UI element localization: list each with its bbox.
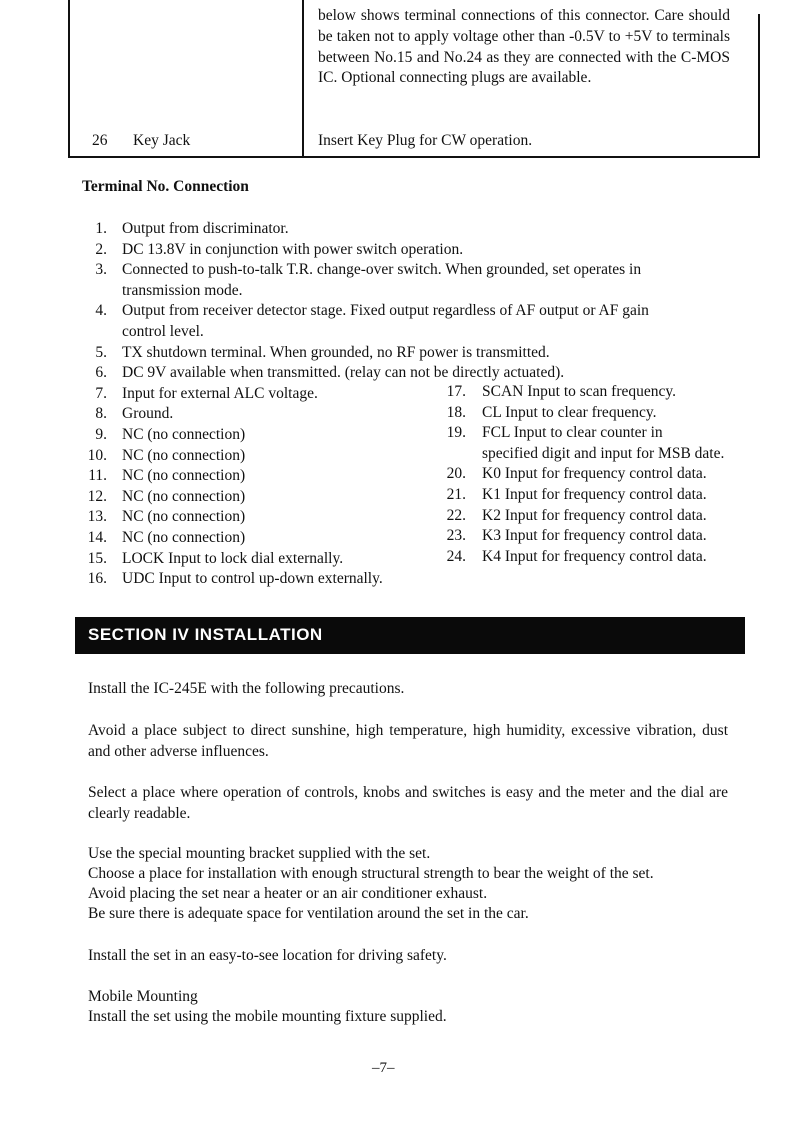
terminal-description: DC 9V available when transmitted. (relay can not be directly actuated). xyxy=(122,364,565,382)
terminal-number: 16. xyxy=(87,570,107,588)
terminal-description: TX shutdown terminal. When grounded, no RF power is transmitted. xyxy=(122,343,550,361)
terminal-number: 9. xyxy=(95,426,107,443)
paragraph-driving-safety: Install the set in an easy-to-see location for driving safety. xyxy=(88,947,447,964)
terminal-number: 14. xyxy=(87,529,107,546)
terminal-number: 19. xyxy=(446,424,466,442)
terminal-description: Connected to push-to-talk T.R. change-over switch. When grounded, set operates in xyxy=(122,261,642,279)
table-left-border xyxy=(68,0,70,158)
terminal-number: 24. xyxy=(446,547,466,565)
terminal-number: 11. xyxy=(88,467,107,485)
terminal-number: 15. xyxy=(87,549,107,567)
terminal-description: NC (no connection) xyxy=(122,446,246,464)
terminal-number: 3. xyxy=(95,261,107,279)
terminal-description: FCL Input to clear counter in xyxy=(482,424,663,442)
terminal-number: 8. xyxy=(95,405,107,423)
table-bottom-border xyxy=(68,156,760,158)
paragraph-bracket: Use the special mounting bracket supplied with the set. xyxy=(88,845,431,862)
table-column-divider xyxy=(302,0,304,158)
terminal-description: Output from discriminator. xyxy=(122,220,289,237)
row-description: Insert Key Plug for CW operation. xyxy=(318,132,533,149)
terminal-number: 5. xyxy=(95,343,107,361)
terminal-description: SCAN Input to scan frequency. xyxy=(482,383,676,400)
terminal-number: 10. xyxy=(87,446,107,464)
terminal-number: 22. xyxy=(446,506,466,524)
terminal-number: 18. xyxy=(446,403,466,421)
subheading-mobile-mounting: Mobile Mounting xyxy=(88,988,198,1005)
paragraph-ventilation: Be sure there is adequate space for ventilation around the set in the car. xyxy=(88,905,529,922)
page-number: –7– xyxy=(372,1060,395,1076)
paragraph-select: Select a place where operation of controls, knobs and switches is easy and the meter and the dial are clearly readable. xyxy=(88,784,728,822)
terminal-number: 4. xyxy=(95,302,107,320)
terminal-description: K3 Input for frequency control data. xyxy=(482,527,707,545)
terminal-description: NC (no connection) xyxy=(122,467,246,485)
terminal-description: K1 Input for frequency control data. xyxy=(482,486,707,503)
terminal-description-continued: control level. xyxy=(122,323,204,340)
terminal-description: Output from receiver detector stage. Fixed output regardless of AF output or AF gain xyxy=(122,302,649,320)
terminal-heading: Terminal No. Connection xyxy=(82,178,249,195)
row-name: Key Jack xyxy=(133,132,191,149)
terminal-description: K2 Input for frequency control data. xyxy=(482,506,707,524)
terminal-description: DC 13.8V in conjunction with power switch operation. xyxy=(122,240,464,258)
terminal-description: NC (no connection) xyxy=(122,508,246,526)
paragraph-choose: Choose a place for installation with enough structural strength to bear the weight of the set. xyxy=(88,865,654,882)
table-right-border xyxy=(758,14,760,158)
table-cell-text: below shows terminal connections of this connector. Care should be taken not to apply voltage other than -0.5V to +5V to terminals between No.15 and No.24 as they are connected with the C-MOS IC. Optional connecting plugs are available. xyxy=(318,7,730,87)
terminal-number: 2. xyxy=(95,240,107,258)
terminal-description: NC (no connection) xyxy=(122,426,246,443)
terminal-description: NC (no connection) xyxy=(122,487,246,505)
terminal-number: 7. xyxy=(95,384,107,402)
terminal-description-continued: specified digit and input for MSB date. xyxy=(482,444,725,462)
terminal-description: K0 Input for frequency control data. xyxy=(482,465,707,483)
terminal-description-continued: transmission mode. xyxy=(122,281,243,299)
terminal-number: 23. xyxy=(446,527,466,545)
terminal-number: 17. xyxy=(446,383,466,400)
section-header-bar xyxy=(75,617,745,654)
paragraph-intro: Install the IC-245E with the following precautions. xyxy=(88,680,405,697)
paragraph-avoid: Avoid a place subject to direct sunshine, high temperature, high humidity, excessive vibration, dust and other adverse influences. xyxy=(88,722,728,760)
terminal-number: 12. xyxy=(87,487,107,505)
terminal-description: LOCK Input to lock dial externally. xyxy=(122,549,344,567)
terminal-number: 21. xyxy=(446,486,466,503)
terminal-description: Input for external ALC voltage. xyxy=(122,384,318,402)
terminal-number: 13. xyxy=(87,508,107,526)
terminal-description: UDC Input to control up-down externally. xyxy=(122,570,383,588)
terminal-number: 20. xyxy=(446,465,466,483)
row-number: 26 xyxy=(92,132,108,149)
terminal-description: K4 Input for frequency control data. xyxy=(482,547,707,565)
paragraph-mobile-mounting: Install the set using the mobile mounting fixture supplied. xyxy=(88,1008,447,1025)
terminal-number: 1. xyxy=(95,220,107,237)
terminal-description: CL Input to clear frequency. xyxy=(482,403,657,421)
terminal-number: 6. xyxy=(95,364,107,382)
paragraph-heater: Avoid placing the set near a heater or an air conditioner exhaust. xyxy=(88,885,488,902)
section-title: SECTION IV INSTALLATION xyxy=(88,625,323,644)
terminal-description: NC (no connection) xyxy=(122,529,246,546)
terminal-description: Ground. xyxy=(122,405,174,423)
